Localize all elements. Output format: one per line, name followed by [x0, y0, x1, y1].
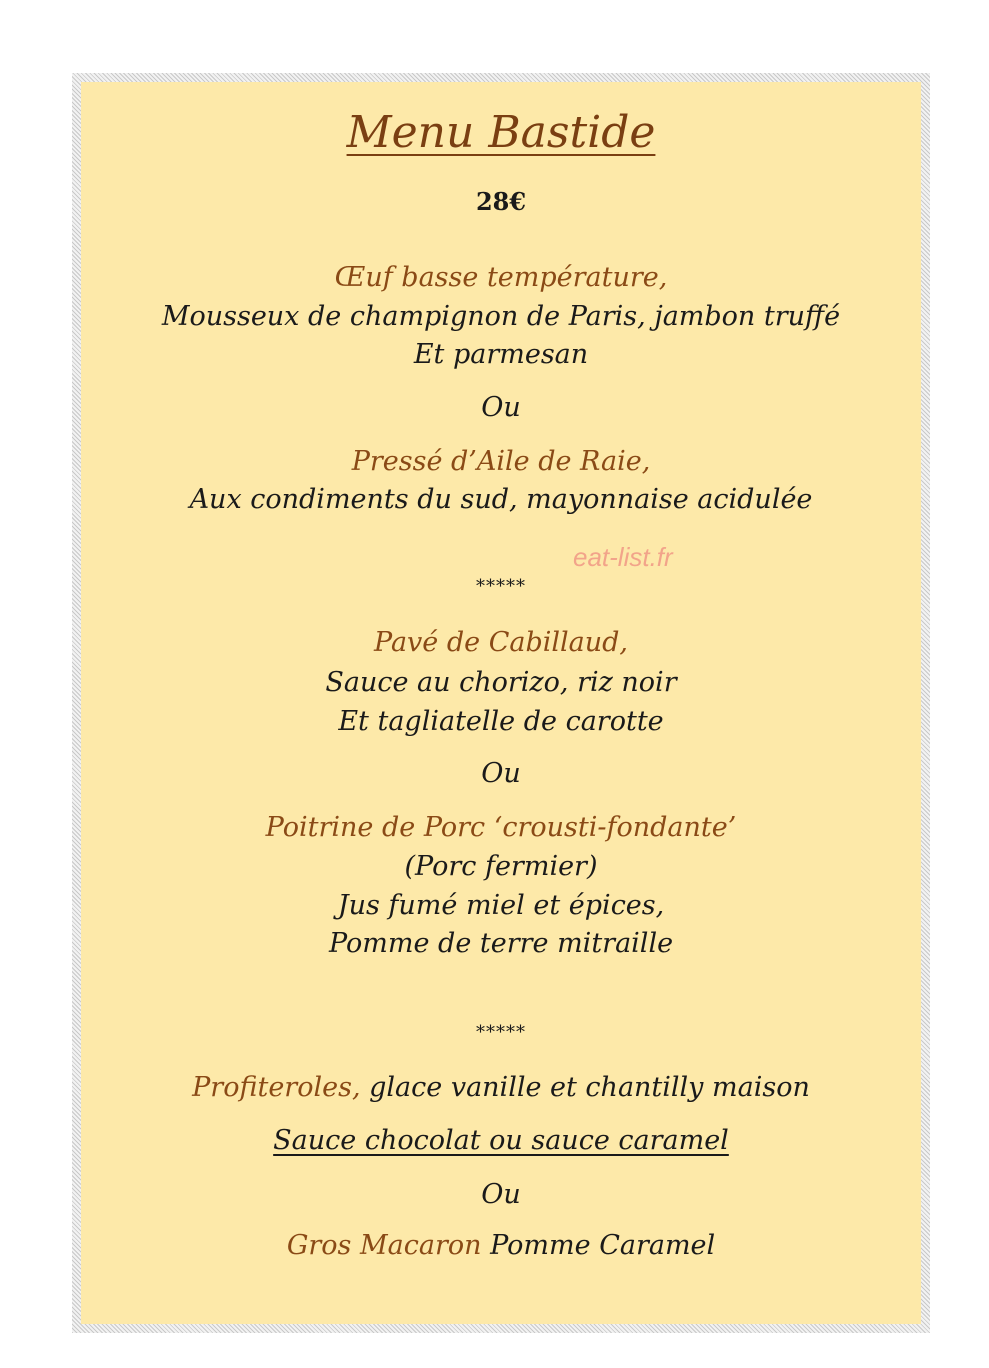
entree-2-description-line-1: Aux condiments du sud, mayonnaise acidulée [189, 484, 813, 515]
dessert-1-description: glace vanille et chantilly maison [360, 1072, 810, 1103]
entree-2-name: Pressé d’Aile de Raie, [351, 446, 651, 477]
dessert-1-sauce-line [81, 1125, 921, 1156]
course-separator-2: ***** [476, 1022, 526, 1043]
plat-2-description-line-2: Jus fumé miel et épices, [337, 890, 665, 921]
plat-1-description-line-1: Sauce au chorizo, riz noir [325, 667, 677, 698]
dessert-1-name: Profiteroles, [192, 1072, 361, 1103]
plat-or-separator: Ou [481, 758, 521, 789]
dessert-2-name: Gros Macaron [286, 1230, 482, 1261]
plat-2-description-line-3: Pomme de terre mitraille [328, 928, 674, 959]
dessert-2-line [81, 1230, 921, 1261]
plat-2-name: Poitrine de Porc ‘crousti-fondante’ [265, 812, 737, 843]
entree-1-description-line-1: Mousseux de champignon de Paris, jambon truffé [161, 301, 841, 332]
menu-price: 28€ [475, 187, 527, 216]
course-separator-1: ***** [476, 576, 526, 597]
dessert-1-sauce: Sauce chocolat ou sauce caramel [273, 1125, 729, 1156]
plat-1-name: Pavé de Cabillaud, [373, 627, 628, 658]
entree-1-description-line-2: Et parmesan [413, 339, 589, 370]
plat-1-description-line-2: Et tagliatelle de carotte [338, 706, 664, 737]
plat-2-description-line-1: (Porc fermier) [404, 851, 598, 882]
menu-card [81, 82, 921, 1324]
entree-or-separator: Ou [481, 392, 521, 423]
dessert-or-separator: Ou [481, 1179, 521, 1210]
menu-title: Menu Bastide [346, 107, 656, 158]
dessert-2-description: Pomme Caramel [481, 1230, 716, 1261]
dessert-1-line [81, 1072, 921, 1103]
watermark-text: eat-list.fr [573, 542, 673, 572]
entree-1-name: Œuf basse température, [334, 262, 668, 293]
menu-frame [72, 73, 930, 1333]
